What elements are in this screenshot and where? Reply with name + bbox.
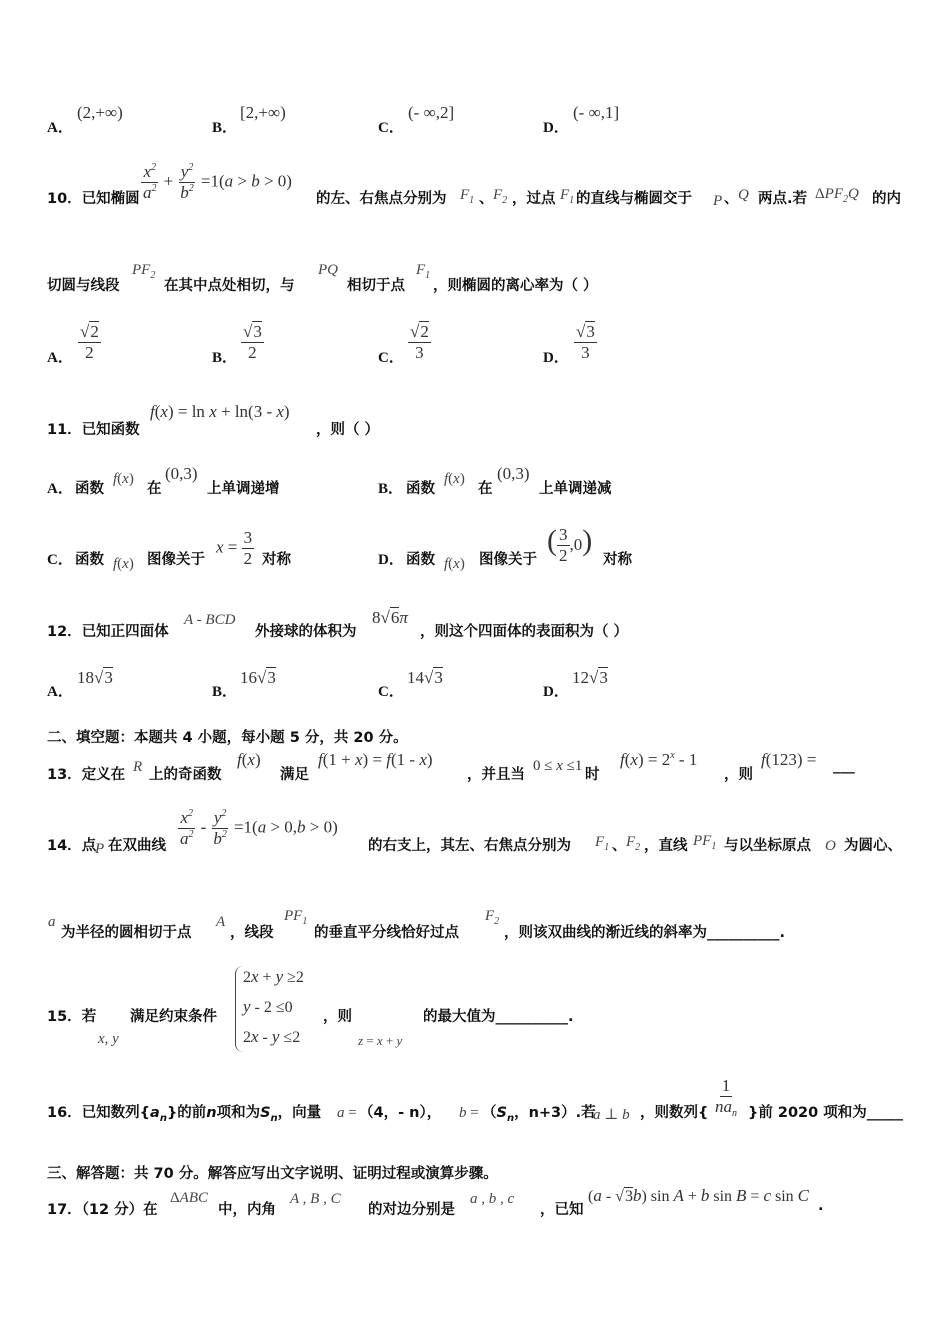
- q17-angles: A , B , C: [290, 1191, 341, 1207]
- q11-number: 11．已知函数: [47, 422, 140, 438]
- q10-f1b: $F_1$: [560, 187, 575, 206]
- q14-f2b: $F_2$: [485, 908, 500, 927]
- q12-option-a-label: A．: [47, 684, 73, 700]
- q11-function: f(x) = ln x + ln(3 - x): [150, 402, 290, 421]
- q12-text-c: ，则这个四面体的表面积为（ ）: [420, 624, 629, 640]
- q16-text-e: （4，- n），: [359, 1105, 442, 1121]
- q10-line1: [47, 187, 140, 208]
- q9-option-c-label: C．: [378, 120, 404, 136]
- q10-triangle: $\Delta PF_2Q$: [815, 186, 859, 205]
- q9-option-d-value: (- ∞,1]: [573, 103, 620, 122]
- q16-text-i: }前 2020 项和为_____: [748, 1105, 904, 1121]
- q11-option-a-pre: 函数: [75, 481, 104, 497]
- q10-text-j: ，则椭圆的离心率为（ ）: [433, 278, 598, 294]
- q9-option-b-value: [2,+∞): [240, 103, 286, 122]
- q16-reciprocal: 1 $na_n$: [715, 1076, 737, 1119]
- q12-text-b: 外接球的体积为: [255, 624, 357, 640]
- q10-option-b-value: $\frac{√3}{2}$: [243, 322, 262, 362]
- q16-vector-a: a =: [337, 1105, 357, 1121]
- q12-number: 12．已知正四面体: [47, 624, 169, 640]
- q15-constraint-2: y - 2 ≤0: [243, 997, 293, 1016]
- q15-text-b: 满足约束条件: [130, 1009, 217, 1025]
- q14-text-e: 与以坐标原点: [724, 838, 811, 854]
- q10-option-c-label: C．: [378, 350, 404, 366]
- q17-text-e: .: [818, 1198, 824, 1214]
- q11-option-b-interval: (0,3): [497, 464, 530, 483]
- q13-range: 0 ≤ x ≤1: [533, 758, 583, 774]
- q10-text-a: 已知椭圆: [81, 191, 140, 207]
- q10-text-f: 的内: [872, 191, 901, 207]
- q13-answer-blank: ___: [833, 758, 855, 774]
- q13-text-f: ，则: [724, 767, 753, 783]
- q15-objective: z = x + y: [358, 1033, 403, 1048]
- q10-q: Q: [738, 187, 749, 203]
- q13-number: 13．定义在: [47, 767, 126, 783]
- q10-dun2: 、: [724, 191, 739, 207]
- q11-option-a-fx: f(x): [113, 471, 134, 487]
- q12-option-a-value: 18√3: [77, 668, 113, 687]
- q12-volume: 8√6π: [372, 608, 408, 627]
- q17-text-b: 中，内角: [218, 1202, 276, 1218]
- q16-text-fg: （$S_n$，n+3）.若: [482, 1105, 596, 1124]
- q11-option-c-label: C．: [47, 552, 73, 568]
- q17-sides: a , b , c: [470, 1191, 515, 1207]
- q17-condition: (a - √3b) sin A + b sin B = c sin C: [588, 1186, 810, 1205]
- q13-definition: $f(x) = 2^x - 1$: [620, 750, 698, 769]
- q10-option-d-value: $\frac{√3}{3}$: [576, 322, 595, 362]
- q11-option-a-mid: 在: [147, 481, 162, 497]
- q10-pq: PQ: [318, 262, 338, 278]
- q11-option-b-fx: f(x): [444, 471, 465, 487]
- q13-text-e: 时: [585, 767, 600, 783]
- q10-option-d-label: D．: [543, 350, 569, 366]
- q12-option-d-value: 12√3: [572, 668, 608, 687]
- q16-number: 16．已知数列$\{a_n\}$的前n项和为$S_n$，向量: [47, 1105, 322, 1124]
- q11-option-d-mid: 图像关于: [479, 552, 537, 568]
- q15-text-d: 的最大值为__________.: [423, 1009, 574, 1025]
- q10-f2: $F_2$: [493, 187, 508, 206]
- q11-option-c-pre: 函数: [75, 552, 104, 568]
- q11-option-c-axis: x = $\frac{3}{2}$: [216, 528, 253, 568]
- q14-a: a: [48, 914, 56, 930]
- q10-text-g: 切圆与线段: [47, 278, 120, 294]
- q14-text-h: ，线段: [230, 925, 274, 941]
- q11-option-b-post: 上单调递减: [539, 481, 612, 497]
- q13-symmetry: f(1 + x) = f(1 - x): [318, 750, 433, 769]
- q13-target: f(123) =: [761, 750, 817, 769]
- q10-text-h: 在其中点处相切，与: [164, 278, 295, 294]
- q14-text-i: 的垂直平分线恰好过点: [314, 925, 459, 941]
- q10-text-i: 相切于点: [347, 278, 405, 294]
- q11-option-b-label: B．: [378, 481, 404, 497]
- q14-text-d: ，直线: [644, 838, 688, 854]
- q17-text-c: 的对边分别是: [368, 1202, 455, 1218]
- q15-number: 15．若: [47, 1009, 97, 1025]
- q16-perp: a ⊥ b: [593, 1107, 630, 1123]
- q13-text-b: 上的奇函数: [149, 767, 222, 783]
- q9-option-a-value: (2,+∞): [77, 103, 123, 122]
- q11-option-b-pre: 函数: [406, 481, 435, 497]
- q11-option-b-mid: 在: [478, 481, 493, 497]
- q14-text-f: 为圆心、: [844, 838, 902, 854]
- q15-constraint-brace: [235, 966, 243, 1052]
- q12-option-b-value: 16√3: [240, 668, 276, 687]
- q17-text-d: ，已知: [540, 1202, 584, 1218]
- q10-f1: $F_1$: [460, 187, 475, 206]
- q17-triangle: ΔABC: [170, 1190, 208, 1206]
- q14-f1: $F_1$: [595, 834, 610, 853]
- q14-f2: $F_2$: [626, 834, 641, 853]
- q10-p: P: [713, 193, 723, 209]
- q10-text-b: 的左、右焦点分别为: [316, 191, 447, 207]
- q11-text-b: ，则（ ）: [316, 422, 380, 438]
- q14-text-c: 的右支上，其左、右焦点分别为: [368, 838, 571, 854]
- q13-text-d: ，并且当: [467, 767, 525, 783]
- q10-f1c: $F_1$: [416, 262, 431, 281]
- q17-number: 17．（12 分）在: [47, 1202, 158, 1218]
- q11-option-d-post: 对称: [603, 552, 632, 568]
- section-2-heading: 二、填空题：本题共 4 小题，每小题 5 分，共 20 分。: [47, 730, 408, 746]
- q14-text-j: ，则该双曲线的渐近线的斜率为__________.: [504, 925, 786, 941]
- q16-vector-b: b =: [459, 1105, 479, 1121]
- q12-tetra: A - BCD: [184, 612, 236, 628]
- q12-option-c-value: 14√3: [407, 668, 443, 687]
- q9-option-a-label: A．: [47, 120, 73, 136]
- q14-point-a: A: [216, 914, 226, 930]
- q14-hyperbola-equation: $\frac{x^2}{a^2}$ - $\frac{y^2}{b^2}$ =1(a > 0,b > 0): [180, 808, 338, 848]
- q15-xy: x, y: [98, 1031, 119, 1047]
- q14-number: 14．点: [47, 838, 97, 854]
- q14-text-g: 为半径的圆相切于点: [61, 925, 192, 941]
- q11-option-a-interval: (0,3): [165, 464, 198, 483]
- q15-text-c: ，则: [323, 1009, 352, 1025]
- q10-option-a-value: $\frac{√2}{2}$: [80, 322, 99, 362]
- q11-option-d-pre: 函数: [406, 552, 435, 568]
- q14-text-b: 在双曲线: [108, 838, 166, 854]
- q11-option-c-mid: 图像关于: [147, 552, 205, 568]
- q10-dun: 、: [479, 191, 494, 207]
- section-3-heading: 三、解答题：共 70 分。解答应写出文字说明、证明过程或演算步骤。: [47, 1166, 498, 1182]
- q11-option-d-fx: f(x): [444, 556, 465, 572]
- q12-option-b-label: B．: [212, 684, 238, 700]
- q11-option-c-post: 对称: [262, 552, 291, 568]
- q11-option-d-label: D．: [378, 552, 404, 568]
- q13-fx: f(x): [237, 750, 261, 769]
- q10-text-e: 两点.若: [758, 191, 808, 207]
- q14-p: P: [95, 841, 105, 857]
- q11-option-a-label: A．: [47, 481, 73, 497]
- q13-r: R: [133, 759, 143, 775]
- q9-option-d-label: D．: [543, 120, 569, 136]
- q14-dun: 、: [612, 838, 627, 854]
- q10-option-c-value: $\frac{√2}{3}$: [410, 322, 429, 362]
- q10-option-b-label: B．: [212, 350, 238, 366]
- q13-text-c: 满足: [280, 767, 309, 783]
- q10-number: 10．: [47, 191, 82, 207]
- q14-pf1: $PF_1$: [693, 833, 717, 852]
- q9-option-b-label: B．: [212, 120, 238, 136]
- q15-constraint-1: 2x + y ≥2: [243, 967, 304, 986]
- q10-text-c: ，过点: [512, 191, 556, 207]
- q11-option-a-post: 上单调递增: [207, 481, 280, 497]
- q12-option-c-label: C．: [378, 684, 404, 700]
- q12-option-d-label: D．: [543, 684, 569, 700]
- q14-pf1b: $PF_1$: [284, 908, 308, 927]
- q11-option-c-fx: f(x): [113, 556, 134, 572]
- q11-option-d-point: ( $\frac{3}{2}$ ,0): [547, 524, 593, 565]
- q10-ellipse-equation: $\frac{x^2}{a^2}$ + $\frac{y^2}{b^2}$ =1(a > b > 0): [143, 162, 292, 202]
- q14-o: O: [825, 838, 836, 854]
- q16-text-h: ，则数列{: [640, 1105, 709, 1121]
- q10-option-a-label: A．: [47, 350, 73, 366]
- q9-option-c-value: (- ∞,2]: [408, 103, 455, 122]
- q15-constraint-3: 2x - y ≤2: [243, 1027, 301, 1046]
- q10-pf2: $PF_2$: [132, 262, 156, 281]
- q10-text-d: 的直线与椭圆交于: [576, 191, 692, 207]
